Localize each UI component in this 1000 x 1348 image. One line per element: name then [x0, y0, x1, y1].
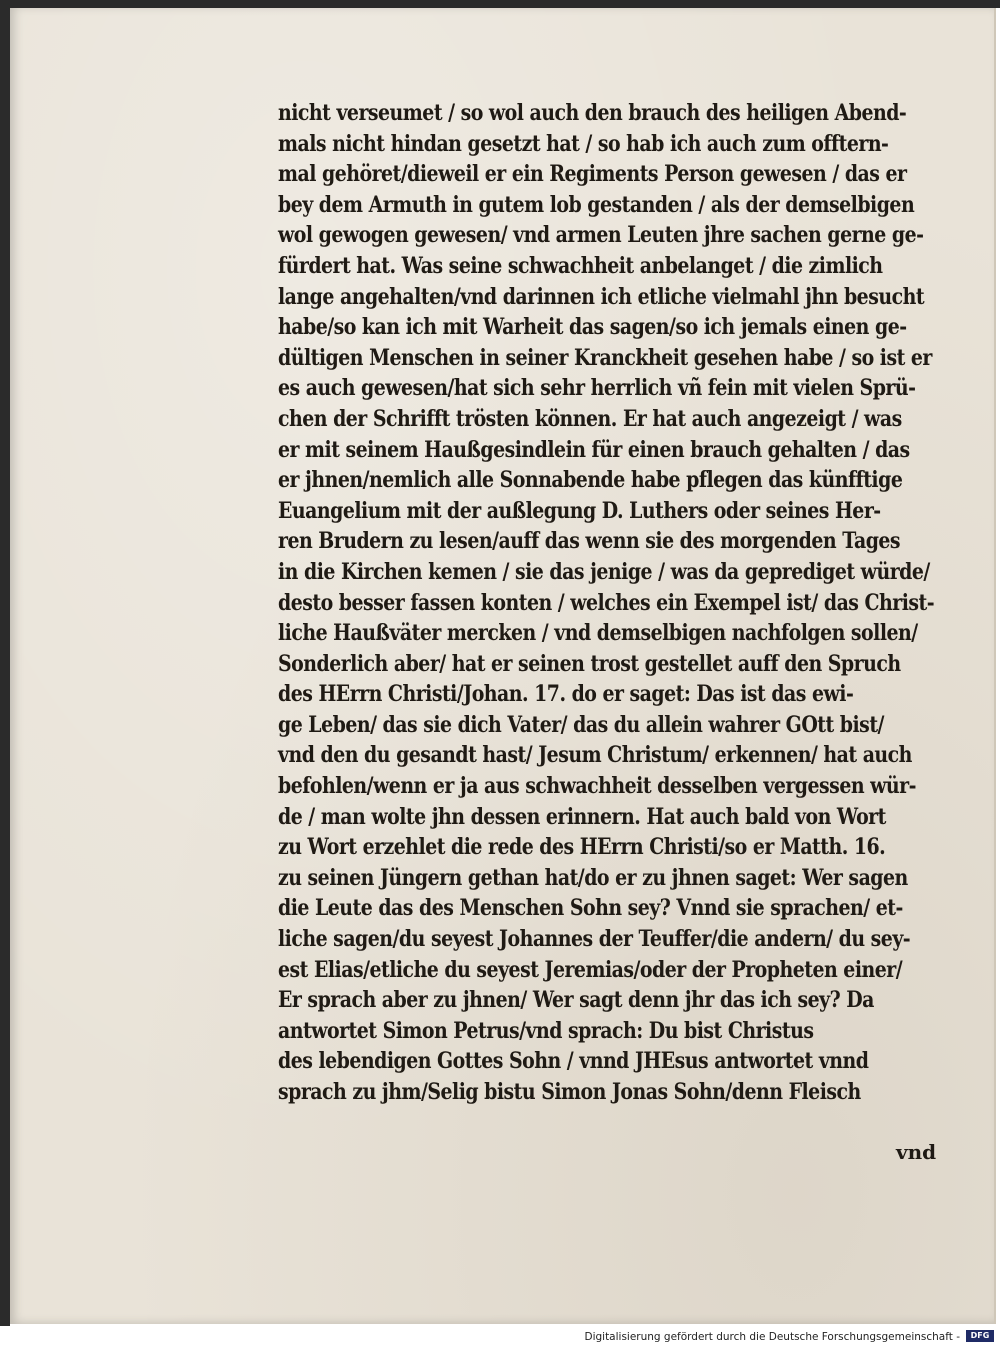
text-line: Euangelium mit der außlegung D. Luthers oder seines Her- [278, 497, 881, 524]
page-top-shadow [0, 0, 1000, 8]
funding-credit: Digitalisierung gefördert durch die Deutsche Forschungsgemeinschaft - [584, 1331, 960, 1343]
dfg-logo-icon: DFG [966, 1330, 994, 1342]
catchword: vnd [896, 1140, 937, 1164]
text-line: mal gehöret/dieweil er ein Regiments Person gewesen / das er [278, 161, 907, 188]
text-line: ren Brudern zu lesen/auff das wenn sie des morgenden Tages [278, 528, 901, 555]
text-line: wol gewogen gewesen/ vnd armen Leuten jhre sachen gerne ge- [278, 222, 924, 249]
text-line: de / man wolte jhn dessen erinnern. Hat auch bald von Wort [278, 803, 886, 830]
text-line: in die Kirchen kemen / sie das jenige / was da geprediget würde/ [278, 558, 930, 585]
text-line: desto besser fassen konten / welches ein Exempel ist/ das Christ- [278, 589, 935, 616]
text-line: lange angehalten/vnd darinnen ich etliche vielmahl jhn besucht [278, 283, 925, 310]
text-line: ge Leben/ das sie dich Vater/ das du allein wahrer GOtt bist/ [278, 711, 884, 738]
text-line: des HErrn Christi/Johan. 17. do er saget: Das ist das ewi- [278, 681, 854, 708]
text-line: liche Haußväter mercken / vnd demselbigen nachfolgen sollen/ [278, 620, 918, 647]
text-line: habe/so kan ich mit Warheit das sagen/so ich jemals einen ge- [278, 314, 907, 341]
text-line: er mit seinem Haußgesindlein für einen brauch gehalten / das [278, 436, 910, 463]
text-line: des lebendigen Gottes Sohn / vnnd JHEsus antwortet vnnd [278, 1048, 869, 1075]
text-line: nicht verseumet / so wol auch den brauch des heiligen Abend- [278, 100, 907, 126]
text-line: die Leute das des Menschen Sohn sey? Vnnd sie sprachen/ et- [278, 895, 903, 922]
text-line: es auch gewesen/hat sich sehr herrlich vñ fein mit vielen Sprü- [278, 375, 916, 402]
text-line: bey dem Armuth in gutem lob gestanden / als der demselbigen [278, 191, 915, 218]
text-line: dültigen Menschen in seiner Kranckheit gesehen habe / so ist er [278, 344, 932, 371]
text-line: sprach zu jhm/Selig bistu Simon Jonas Sohn/denn Fleisch [278, 1079, 861, 1105]
text-line: zu seinen Jüngern gethan hat/do er zu jhnen saget: Wer sagen [278, 864, 908, 891]
text-line: befohlen/wenn er ja aus schwachheit desselben vergessen wür- [278, 773, 916, 800]
text-line: mals nicht hindan gesetzt hat / so hab ich auch zum offtern- [278, 130, 889, 157]
text-line: est Elias/etliche du seyest Jeremias/oder der Propheten einer/ [278, 956, 903, 983]
body-text [278, 98, 968, 1108]
text-line: er jhnen/nemlich alle Sonnabende habe pflegen das künfftige [278, 467, 903, 494]
text-line: chen der Schrifft trösten können. Er hat auch angezeigt / was [278, 405, 902, 432]
text-line: Sonderlich aber/ hat er seinen trost gestellet auff den Spruch [278, 650, 901, 677]
text-line: antwortet Simon Petrus/vnd sprach: Du bist Christus [278, 1017, 814, 1044]
text-line: Er sprach aber zu jhnen/ Wer sagt denn jhr das ich sey? Da [278, 987, 874, 1014]
page-left-shadow [0, 0, 10, 1326]
text-line: fürdert hat. Was seine schwachheit anbelanget / die zimlich [278, 252, 883, 279]
text-line: vnd den du gesandt hast/ Jesum Christum/ erkennen/ hat auch [278, 742, 912, 769]
text-line: liche sagen/du seyest Johannes der Teuffer/die andern/ du sey- [278, 926, 911, 953]
text-line: zu Wort erzehlet die rede des HErrn Christi/so er Matth. 16. [278, 834, 886, 861]
